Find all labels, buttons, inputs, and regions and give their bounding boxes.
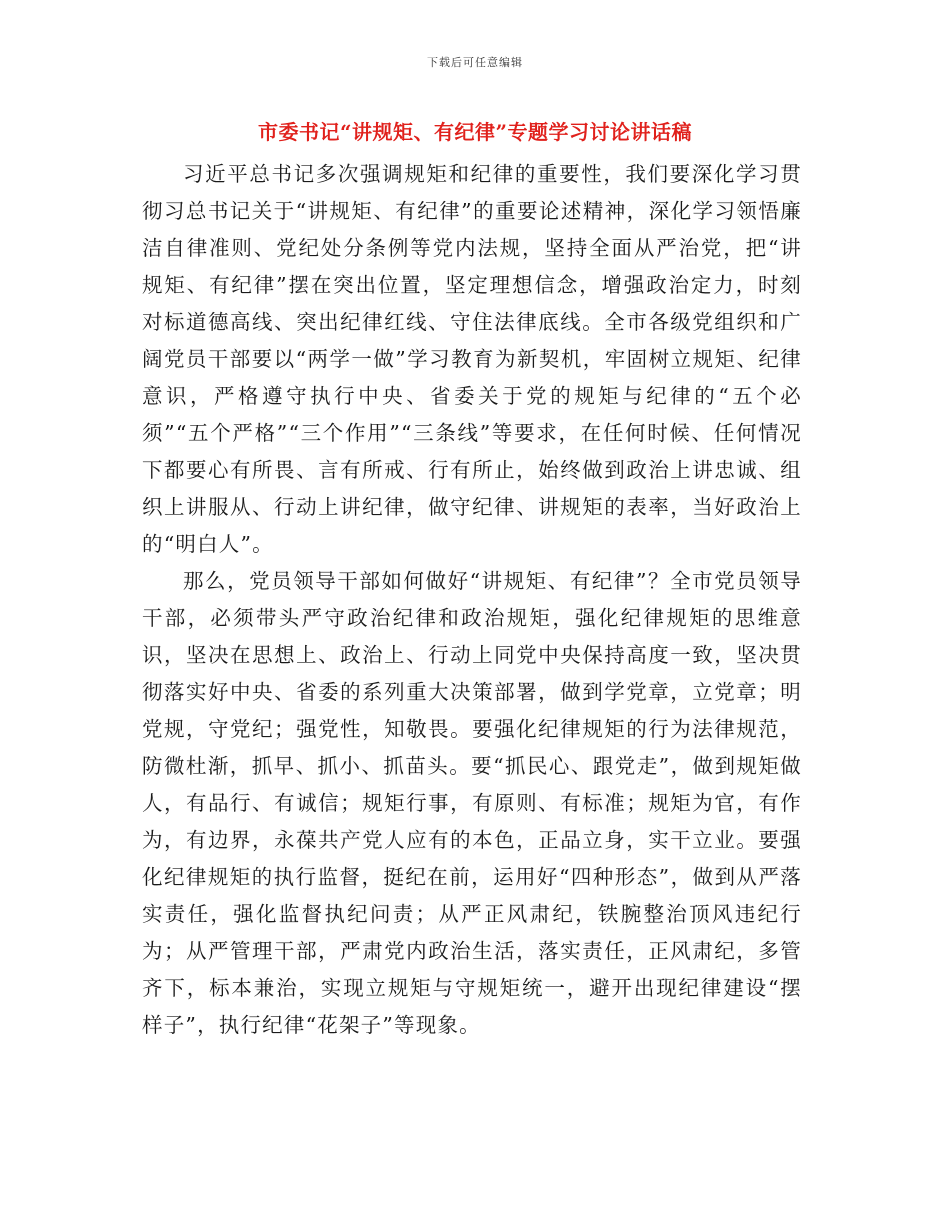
header-note: 下载后可任意编辑 [427,56,523,69]
body-paragraph: 习近平总书记多次强调规矩和纪律的重要性，我们要深化学习贯彻习总书记关于“讲规矩、有纪律”的重要论述精神，深化学习领悟廉洁自律准则、党纪处分条例等党内法规，坚持全面从严治党，把“讲规矩、有纪律”摆在突出位置，坚定理想信念，增强政治定力，时刻对标道德高线、突出纪律红线、守住法律底线。全市各级党组织和广阔党员干部要以“两学一做”学习教育为新契机，牢固树立规矩、纪律意识，严格遵守执行中央、省委关于党的规矩与纪律的“五个必须”“五个严格”“三个作用”“三条线”等要求，在任何时候、任何情况下都要心有所畏、言有所戒、行有所止，始终做到政治上讲忠诚、组织上讲服从、行动上讲纪律，做守纪律、讲规矩的表率，当好政治上的“明白人”。 [142,162,802,556]
document-body [142,156,802,1044]
body-paragraph: 那么，党员领导干部如何做好“讲规矩、有纪律”？全市党员领导干部，必须带头严守政治纪律和政治规矩，强化纪律规矩的思维意识，坚决在思想上、政治上、行动上同党中央保持高度一致，坚决贯彻落实好中央、省委的系列重大决策部署，做到学党章，立党章；明党规，守党纪；强党性，知敬畏。要强化纪律规矩的行为法律规范，防微杜渐，抓早、抓小、抓苗头。要“抓民心、跟党走”，做到规矩做人，有品行、有诚信；规矩行事，有原则、有标准；规矩为官，有作为，有边界，永葆共产党人应有的本色，正品立身，实干立业。要强化纪律规矩的执行监督，挺纪在前，运用好“四种形态”，做到从严落实责任，强化监督执纪问责；从严正风肃纪，铁腕整治顶风违纪行为；从严管理干部，严肃党内政治生活，落实责任，正风肃纪，多管齐下，标本兼治，实现立规矩与守规矩统一，避开出现纪律建设“摆样子”，执行纪律“花架子”等现象。 [142,569,802,1037]
document-title: 市委书记“讲规矩、有纪律”专题学习讨论讲话稿 [257,120,692,144]
